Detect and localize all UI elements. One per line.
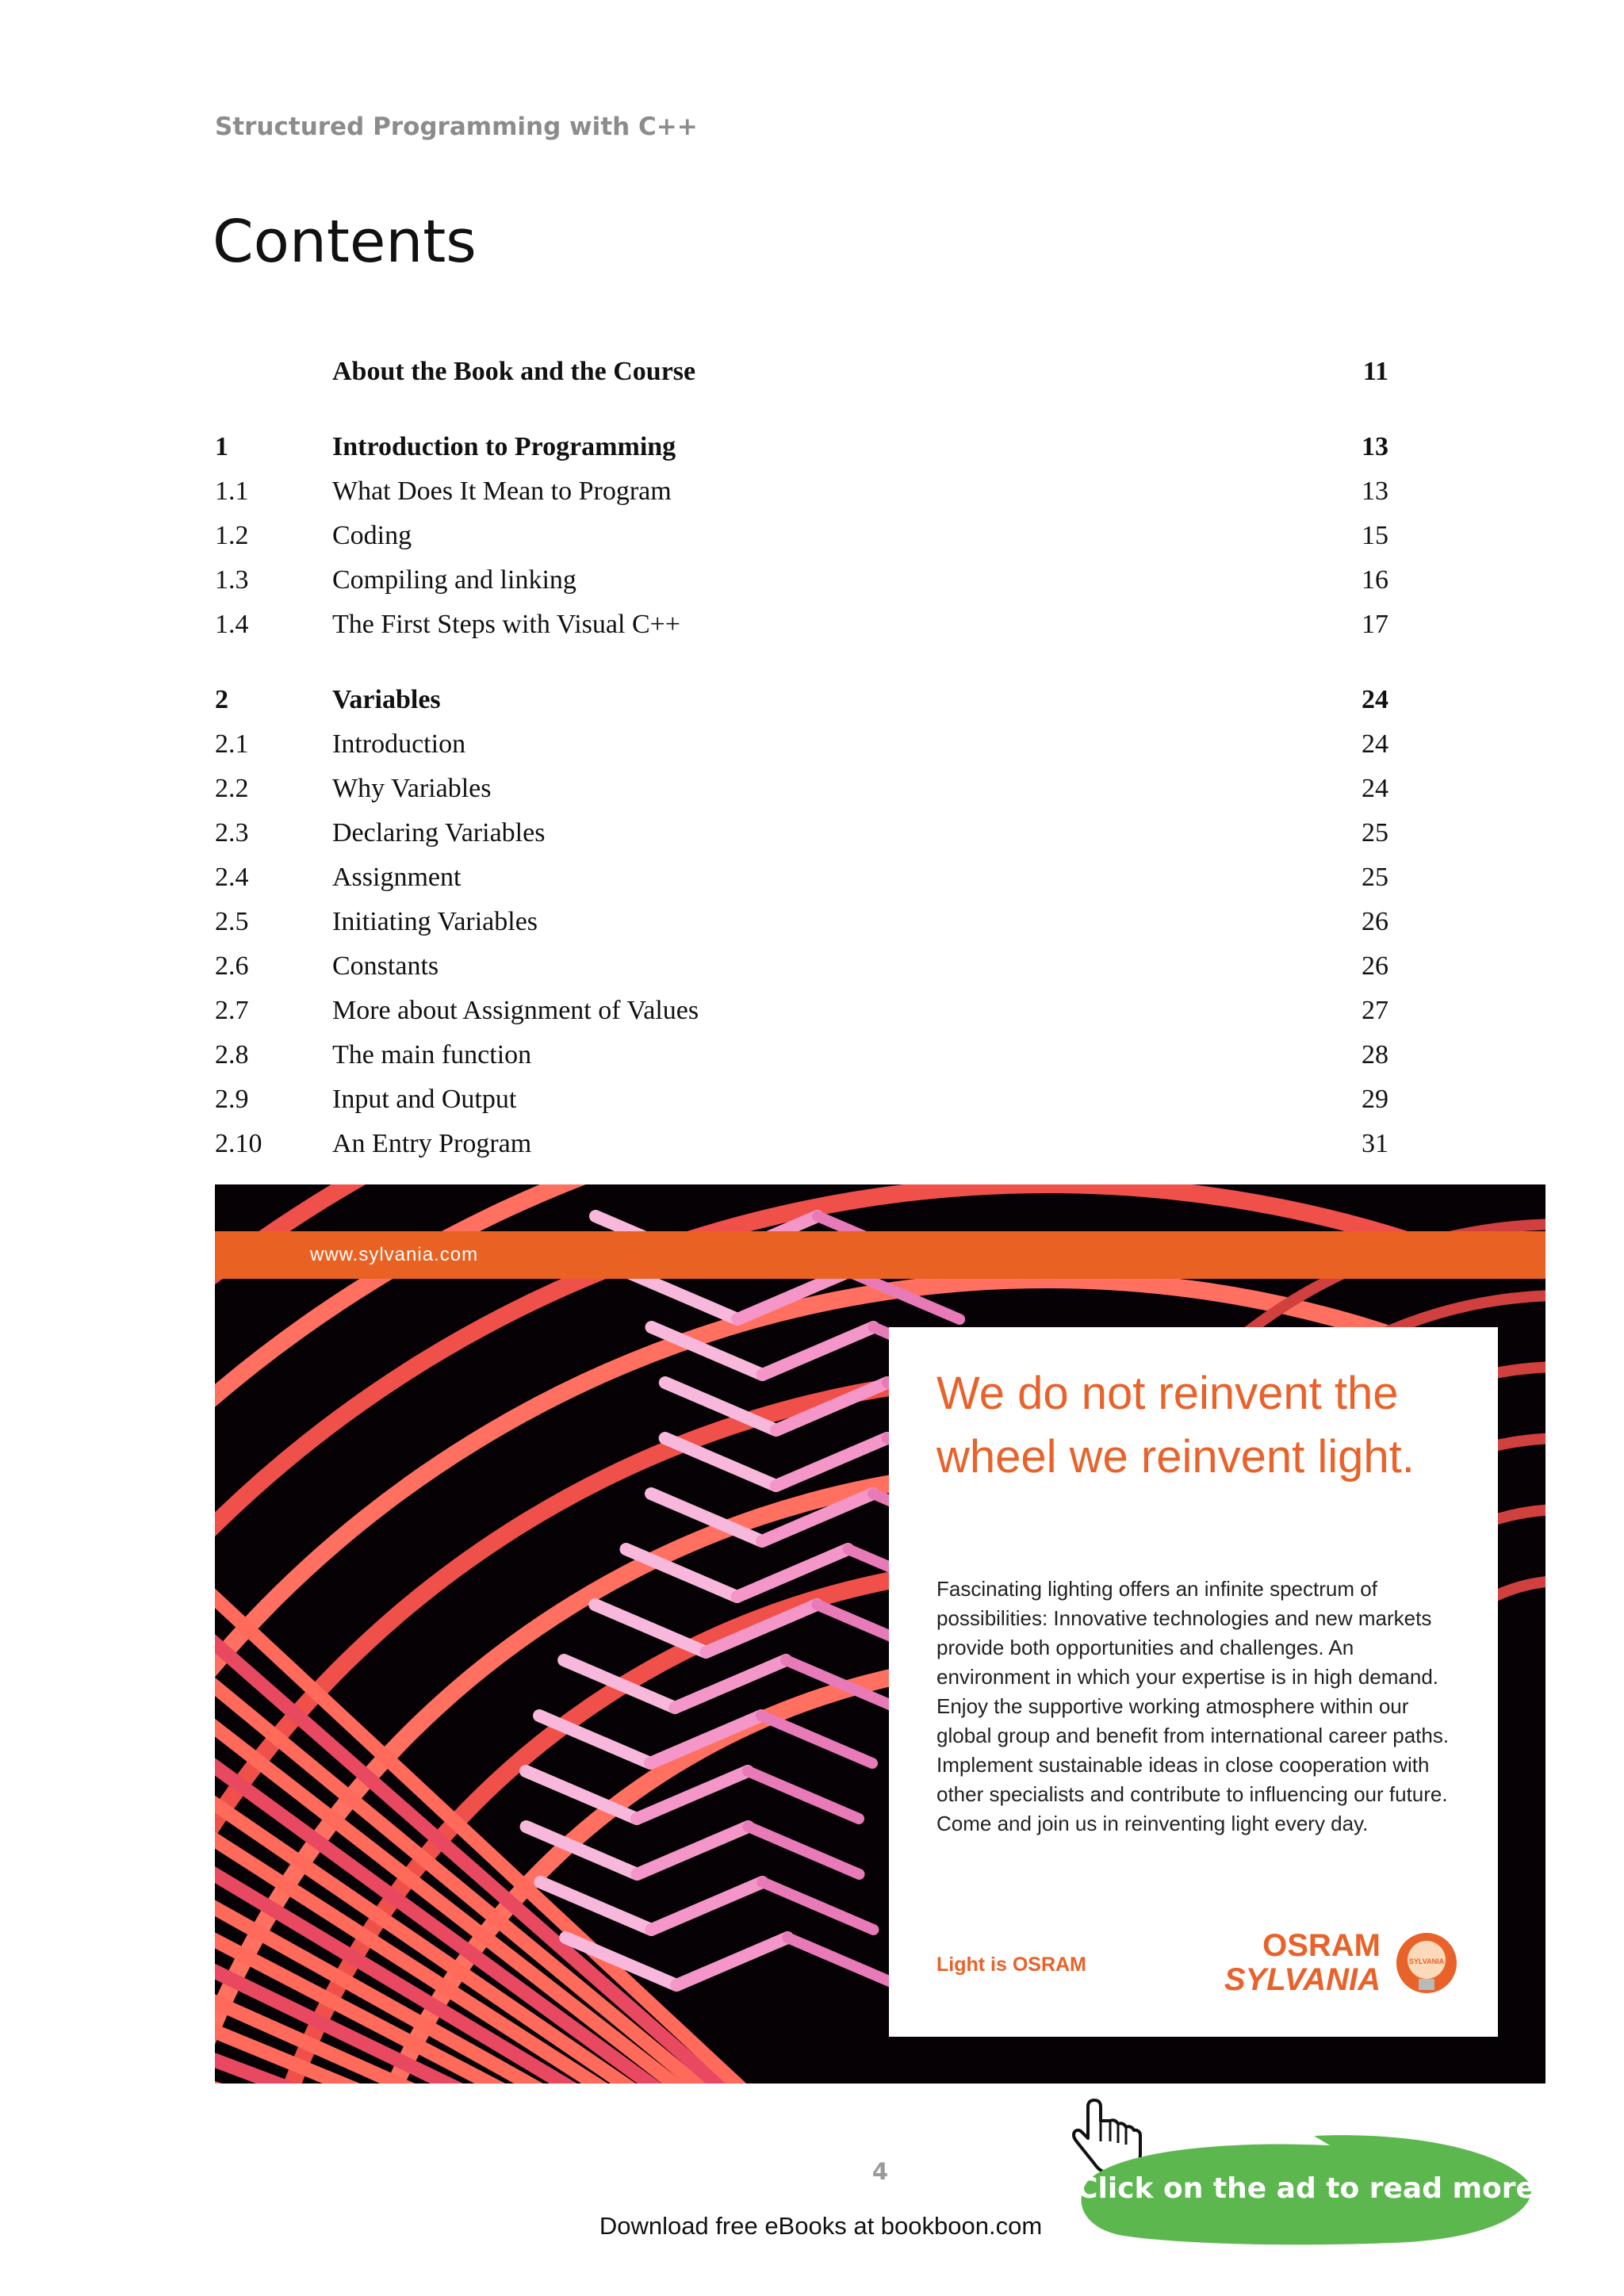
toc-page-number: 15 [1362,521,1388,550]
toc-number: 2.1 [215,729,249,759]
toc-chapter-row[interactable] [215,685,1388,729]
ad-text-card [889,1327,1498,2037]
toc-title: Assignment [332,863,462,892]
ad-body-text: Fascinating lighting offers an infinite spectrum of possibilities: Innovative technologies and new markets provide both opportunities and challenges. An environment in which your expertise is in high demand. Enjoy the supportive working atmosphere within our global group and benefit from international career paths. Implement sustainable ideas in close cooperation with other specialists and contribute to influencing our future. Come and join us in reinventing light every day. [936,1577,1450,1835]
page-number: 4 [871,2158,889,2185]
toc-number: 2.2 [215,774,249,803]
toc-number: 2.4 [215,863,249,892]
toc-page-number: 29 [1362,1085,1388,1114]
toc-number: 2.5 [215,907,249,936]
toc-number: 2.7 [215,996,249,1025]
toc-page-number: 26 [1362,951,1388,981]
download-ebooks-link[interactable]: Download free eBooks at bookboon.com [599,2212,1043,2240]
toc-title: Introduction [332,729,466,759]
toc-title: Input and Output [332,1085,517,1114]
toc-page-number: 26 [1362,907,1388,936]
toc-page-number: 25 [1362,818,1388,848]
toc-section-row[interactable] [215,565,1388,610]
toc-chapter-row[interactable] [215,357,1388,401]
toc-number: 1 [215,432,228,461]
cta-label: Click on the ad to read more [1077,2172,1535,2205]
toc-page-number: 24 [1362,774,1388,803]
toc-section-row[interactable] [215,476,1388,521]
toc-title: Compiling and linking [332,565,576,595]
toc-section-row[interactable] [215,996,1388,1040]
toc-page-number: 24 [1362,729,1388,759]
toc-section-row[interactable] [215,1040,1388,1085]
page-title: Contents [213,208,477,276]
toc-number: 2 [215,685,228,714]
toc-section-row[interactable] [215,729,1388,774]
toc-title: Coding [332,521,412,550]
logo-text-sylvania: SYLVANIA [1224,1962,1381,1997]
logo-text-osram: OSRAM [1262,1928,1381,1963]
logo-badge-text: SYLVANIA [1408,1957,1445,1965]
toc-title: The main function [332,1040,532,1070]
toc-number: 2.9 [215,1085,249,1114]
toc-page-number: 24 [1362,685,1388,714]
toc-section-row[interactable] [215,610,1388,654]
toc-section-row[interactable] [215,1129,1388,1173]
toc-title: Declaring Variables [332,818,546,848]
toc-number: 1.1 [215,476,249,506]
toc-title: Initiating Variables [332,907,538,936]
toc-section-row[interactable] [215,1085,1388,1129]
toc-page-number: 13 [1362,476,1388,506]
toc-chapter-row[interactable] [215,432,1388,476]
toc-page-number: 11 [1362,357,1388,386]
toc-number: 2.6 [215,951,249,981]
toc-title: Variables [332,685,441,714]
toc-number: 2.8 [215,1040,249,1070]
running-header: Structured Programming with C++ [215,113,698,141]
toc-section-row[interactable] [215,863,1388,907]
sylvania-advertisement[interactable] [215,1184,1545,2084]
toc-number: 1.2 [215,521,249,550]
ad-url-bar [215,1231,1545,1279]
toc-title: Constants [332,951,439,981]
click-ad-button[interactable] [1076,2126,1536,2245]
toc-page-number: 17 [1362,610,1388,639]
ad-tagline: Light is OSRAM [936,1954,1086,1976]
toc-title: More about Assignment of Values [332,996,699,1025]
toc-title: The First Steps with Visual C++ [332,610,680,639]
toc-section-row[interactable] [215,774,1388,818]
toc-section-row[interactable] [215,818,1388,863]
toc-page-number: 25 [1362,863,1388,892]
toc-page-number: 16 [1362,565,1388,595]
toc-page-number: 27 [1362,996,1388,1025]
toc-page-number: 13 [1362,432,1388,461]
toc-section-row[interactable] [215,521,1388,565]
toc-number: 2.3 [215,818,249,848]
toc-title: Why Variables [332,774,492,803]
toc-title: An Entry Program [332,1129,532,1158]
toc-page-number: 31 [1362,1129,1388,1158]
toc-section-row[interactable] [215,951,1388,996]
toc-number: 1.3 [215,565,249,595]
toc-section-row[interactable] [215,907,1388,951]
toc-page-number: 28 [1362,1040,1388,1070]
ad-url[interactable]: www.sylvania.com [310,1244,479,1265]
toc-number: 1.4 [215,610,249,639]
toc-title: What Does It Mean to Program [332,476,672,506]
osram-sylvania-logo [1193,1920,1463,1999]
toc-title: Introduction to Programming [332,432,676,461]
toc-title: About the Book and the Course [332,357,696,386]
ad-headline: We do not reinvent the wheel we reinvent light. [936,1368,1415,1483]
toc-number: 2.10 [215,1129,262,1158]
